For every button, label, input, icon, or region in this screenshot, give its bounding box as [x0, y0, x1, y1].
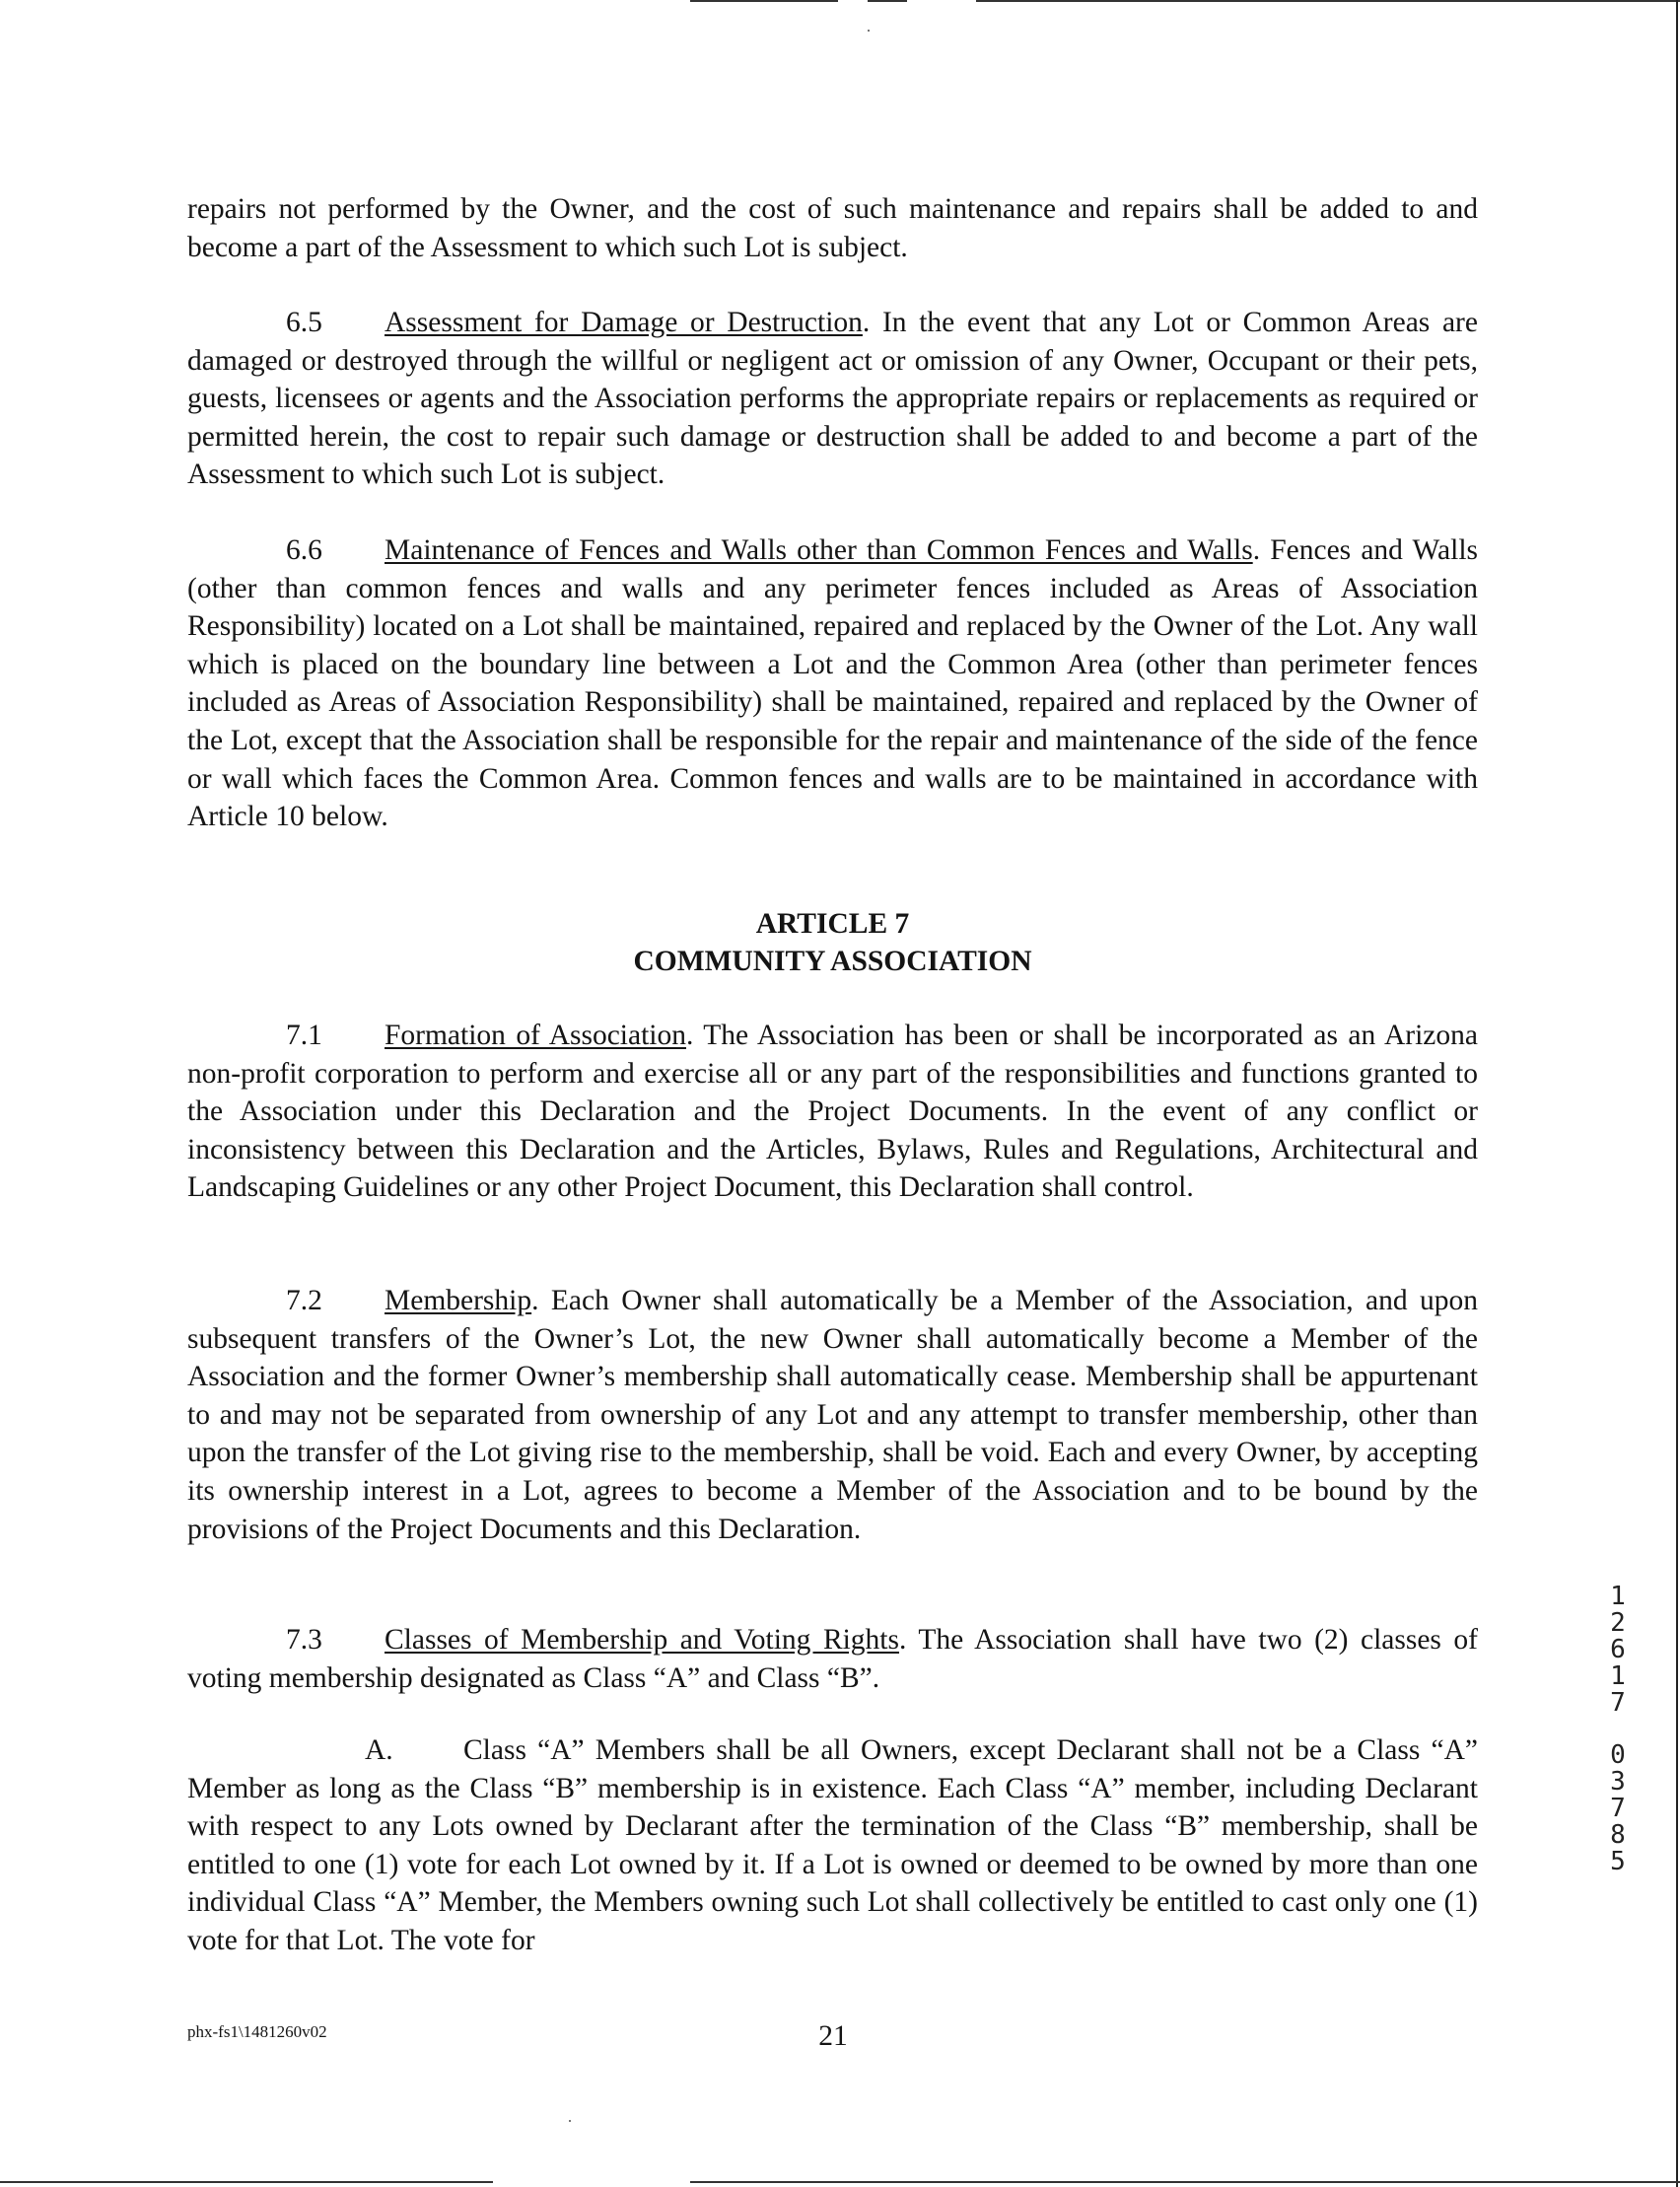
document-id: phx-fs1\1481260v02 — [187, 2022, 327, 2041]
subsection-text: Class “A” Members shall be all Owners, except Declarant shall not be a Class “A” Member as long as the Class “B” membership is in existence. Each Class “A” member, including Declarant with respect to any Lots owned by Declarant after the termination of the Class “B” membership, shall be entitled to one (1) vote for each Lot owned by it. If a Lot is owned or deemed to be owned by more than one individual Class “A” Member, the Members owning such Lot shall collectively be entitled to cast only one (1) vote for that Lot. The vote for — [187, 1734, 1478, 1956]
paragraph-text: repairs not performed by the Owner, and the cost of such maintenance and repairs shall be added to and become a part of the Assessment to which such Lot is subject. — [187, 193, 1478, 263]
stamp-digit: 0 — [1610, 1740, 1626, 1770]
scan-edge-segment — [690, 0, 838, 2]
stamp-digit: 7 — [1610, 1794, 1626, 1823]
section-text: . The Association has been or shall be incorporated as an Arizona non-profit corporation to perform and exercise all or any part of the responsibilities and functions granted to the Association under this Declaration and the Project Documents. In the event of any conflict or inconsistency between this Declaration and the Articles, Bylaws, Rules and Regulations, Architectural and Landscaping Guidelines or any other Project Document, this Declaration shall control. — [187, 1020, 1478, 1204]
section-7-3 — [187, 1621, 1478, 1697]
scan-speck — [868, 30, 870, 32]
section-title: Classes of Membership and Voting Rights — [385, 1624, 899, 1656]
scan-bottom-edge — [0, 2181, 1680, 2184]
section-number: 6.5 — [286, 307, 322, 338]
scan-top-edge — [0, 0, 1680, 3]
stamp-digit: 2 — [1610, 1608, 1626, 1638]
scan-right-edge — [1676, 0, 1678, 2187]
scan-edge-segment — [0, 2181, 493, 2183]
scan-edge-segment — [690, 2181, 1680, 2183]
section-number: 6.6 — [286, 534, 322, 566]
subsection-marker: A. — [365, 1734, 393, 1766]
section-7-1 — [187, 1017, 1478, 1207]
section-title: Maintenance of Fences and Walls other than Common Fences and Walls — [385, 534, 1253, 566]
article-label: ARTICLE 7 — [755, 908, 910, 940]
stamp-digit: 7 — [1610, 1688, 1626, 1718]
stamp-digit: 1 — [1610, 1582, 1626, 1611]
page-number: 21 — [818, 2020, 848, 2052]
section-title: Assessment for Damage or Destruction — [385, 307, 863, 338]
section-title: Membership — [385, 1285, 532, 1316]
scan-edge-segment — [976, 0, 1680, 2]
stamp-digit: 3 — [1610, 1767, 1626, 1797]
section-6-6 — [187, 531, 1478, 836]
scan-edge-segment — [868, 0, 907, 2]
section-number: 7.3 — [286, 1624, 322, 1656]
article-title: COMMUNITY ASSOCIATION — [633, 946, 1032, 977]
section-7-3-a — [187, 1731, 1478, 1960]
section-text: . Each Owner shall automatically be a Member of the Association, and upon subsequent transfers of the Owner’s Lot, the new Owner shall automatically become a Member of the Association and the former Owner’s membership shall automatically cease. Membership shall be appurtenant to and may not be separated from ownership of any Lot and any attempt to transfer membership, other than upon the transfer of the Lot giving rise to the membership, shall be void. Each and every Owner, by accepting its ownership interest in a Lot, agrees to become a Member of the Association and to be bound by the provisions of the Project Documents and this Declaration. — [187, 1285, 1478, 1545]
section-7-2 — [187, 1282, 1478, 1548]
continuation-paragraph — [187, 190, 1478, 266]
section-6-5 — [187, 304, 1478, 494]
stamp-digit: 6 — [1610, 1635, 1626, 1664]
stamp-digit: 1 — [1610, 1661, 1626, 1691]
section-title: Formation of Association — [385, 1020, 686, 1051]
section-text: . In the event that any Lot or Common Areas are damaged or destroyed through the willful or negligent act or omission of any Owner, Occupant or their pets, guests, licensees or agents and the Association performs the appropriate repairs or replacements as required or permitted herein, the cost to repair such damage or destruction shall be added to and become a part of the Assessment to which such Lot is subject. — [187, 307, 1478, 491]
scan-speck — [569, 2120, 571, 2122]
stamp-gap — [1603, 1717, 1633, 1742]
stamp-digit: 8 — [1610, 1820, 1626, 1850]
section-text: . Fences and Walls (other than common fences and walls and any perimeter fences included as Areas of Association Responsibility) located on a Lot shall be maintained, repaired and replaced by the Owner of the Lot. Any wall which is placed on the boundary line between a Lot and the Common Area (other than perimeter fences included as Areas of Association Responsibility) shall be maintained, repaired and replaced by the Owner of the Lot, except that the Association shall be responsible for the repair and maintenance of the side of the fence or wall which faces the Common Area. Common fences and walls are to be maintained in accordance with Article 10 below. — [187, 534, 1478, 833]
stamp-digit: 5 — [1610, 1847, 1626, 1876]
section-number: 7.2 — [286, 1285, 322, 1316]
section-number: 7.1 — [286, 1020, 322, 1051]
recording-stamp — [1603, 1584, 1633, 1875]
section-text: . The Association shall have two (2) classes of voting membership designated as Class “A” and Class “B”. — [187, 1624, 1478, 1694]
